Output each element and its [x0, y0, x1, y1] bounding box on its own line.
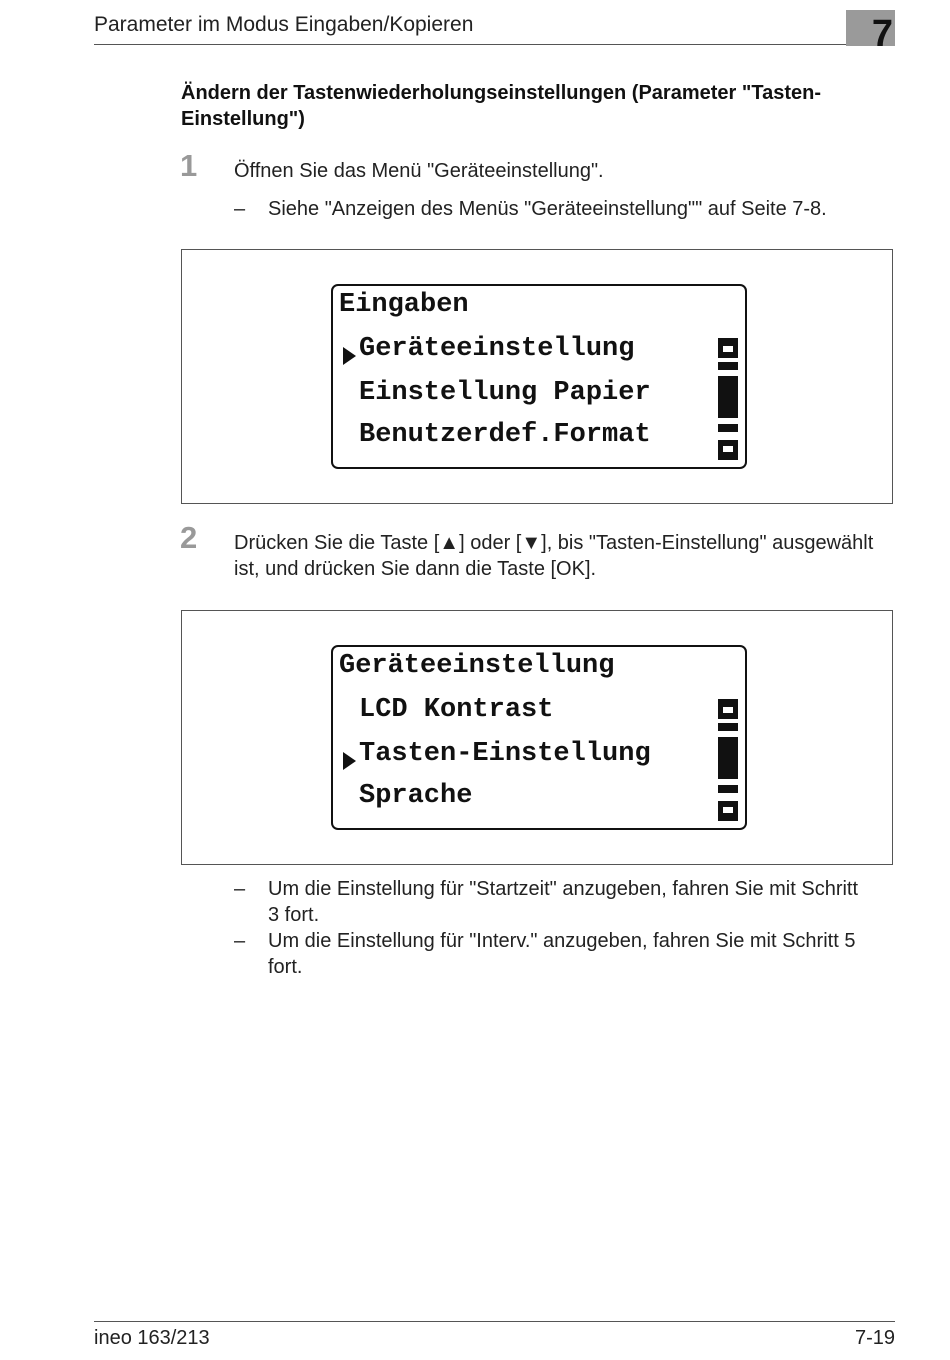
- footer-rule: [94, 1321, 895, 1322]
- bullet-dash: –: [234, 930, 246, 952]
- step-text-1: Öffnen Sie das Menü "Geräteeinstellung".: [234, 160, 604, 182]
- lcd-menu-item: Einstellung Papier: [359, 378, 651, 408]
- step-number-1: 1: [180, 148, 198, 183]
- lcd-figure-1: [181, 249, 893, 504]
- scroll-up-arrow-icon: [718, 338, 738, 358]
- lcd-figure-2: [181, 610, 893, 865]
- scroll-up-arrow-icon: [718, 699, 738, 719]
- lcd-menu-item: Geräteeinstellung: [359, 334, 635, 364]
- scroll-down-arrow-icon: [718, 440, 738, 460]
- lcd-menu-item: Sprache: [359, 781, 473, 811]
- lcd-menu-item: LCD Kontrast: [359, 695, 554, 725]
- lcd-menu-item: Tasten-Einstellung: [359, 739, 651, 769]
- lcd-menu-item: Benutzerdef.Format: [359, 420, 651, 450]
- scrollbar-thumb: [718, 376, 738, 418]
- selection-pointer-icon: [343, 347, 356, 365]
- bullet-text: Um die Einstellung für "Interv." anzugeben, fahren Sie mit Schritt 5 fort.: [268, 930, 856, 978]
- chapter-number: 7: [871, 13, 893, 55]
- page-header-title: Parameter im Modus Eingaben/Kopieren: [94, 13, 474, 36]
- bullet-dash: –: [234, 878, 246, 900]
- scrollbar-thumb: [718, 737, 738, 779]
- lcd-scrollbar: [718, 699, 738, 821]
- lcd-screen: [331, 284, 747, 469]
- section-heading: Ändern der Tastenwiederholungseinstellungen (Parameter "Tasten-Einstellung"): [181, 82, 821, 130]
- lcd-title: Eingaben: [339, 290, 469, 320]
- step-text-2: Drücken Sie die Taste [▲] oder [▼], bis "Tasten-Einstellung" ausgewählt ist, und drücken Sie dann die Taste [OK].: [234, 532, 874, 580]
- bullet-text: Siehe "Anzeigen des Menüs "Geräteeinstellung"" auf Seite 7-8.: [268, 198, 827, 220]
- lcd-scrollbar: [718, 338, 738, 460]
- selection-pointer-icon: [343, 752, 356, 770]
- header-rule: [94, 44, 846, 45]
- bullet-dash: –: [234, 198, 246, 220]
- step-number-2: 2: [180, 520, 198, 555]
- bullet-text: Um die Einstellung für "Startzeit" anzugeben, fahren Sie mit Schritt 3 fort.: [268, 878, 859, 926]
- lcd-screen: [331, 645, 747, 830]
- footer-model: ineo 163/213: [94, 1327, 210, 1349]
- lcd-title: Geräteeinstellung: [339, 651, 615, 681]
- scroll-down-arrow-icon: [718, 801, 738, 821]
- chapter-tab: [846, 10, 895, 55]
- footer-page-number: 7-19: [854, 1327, 895, 1349]
